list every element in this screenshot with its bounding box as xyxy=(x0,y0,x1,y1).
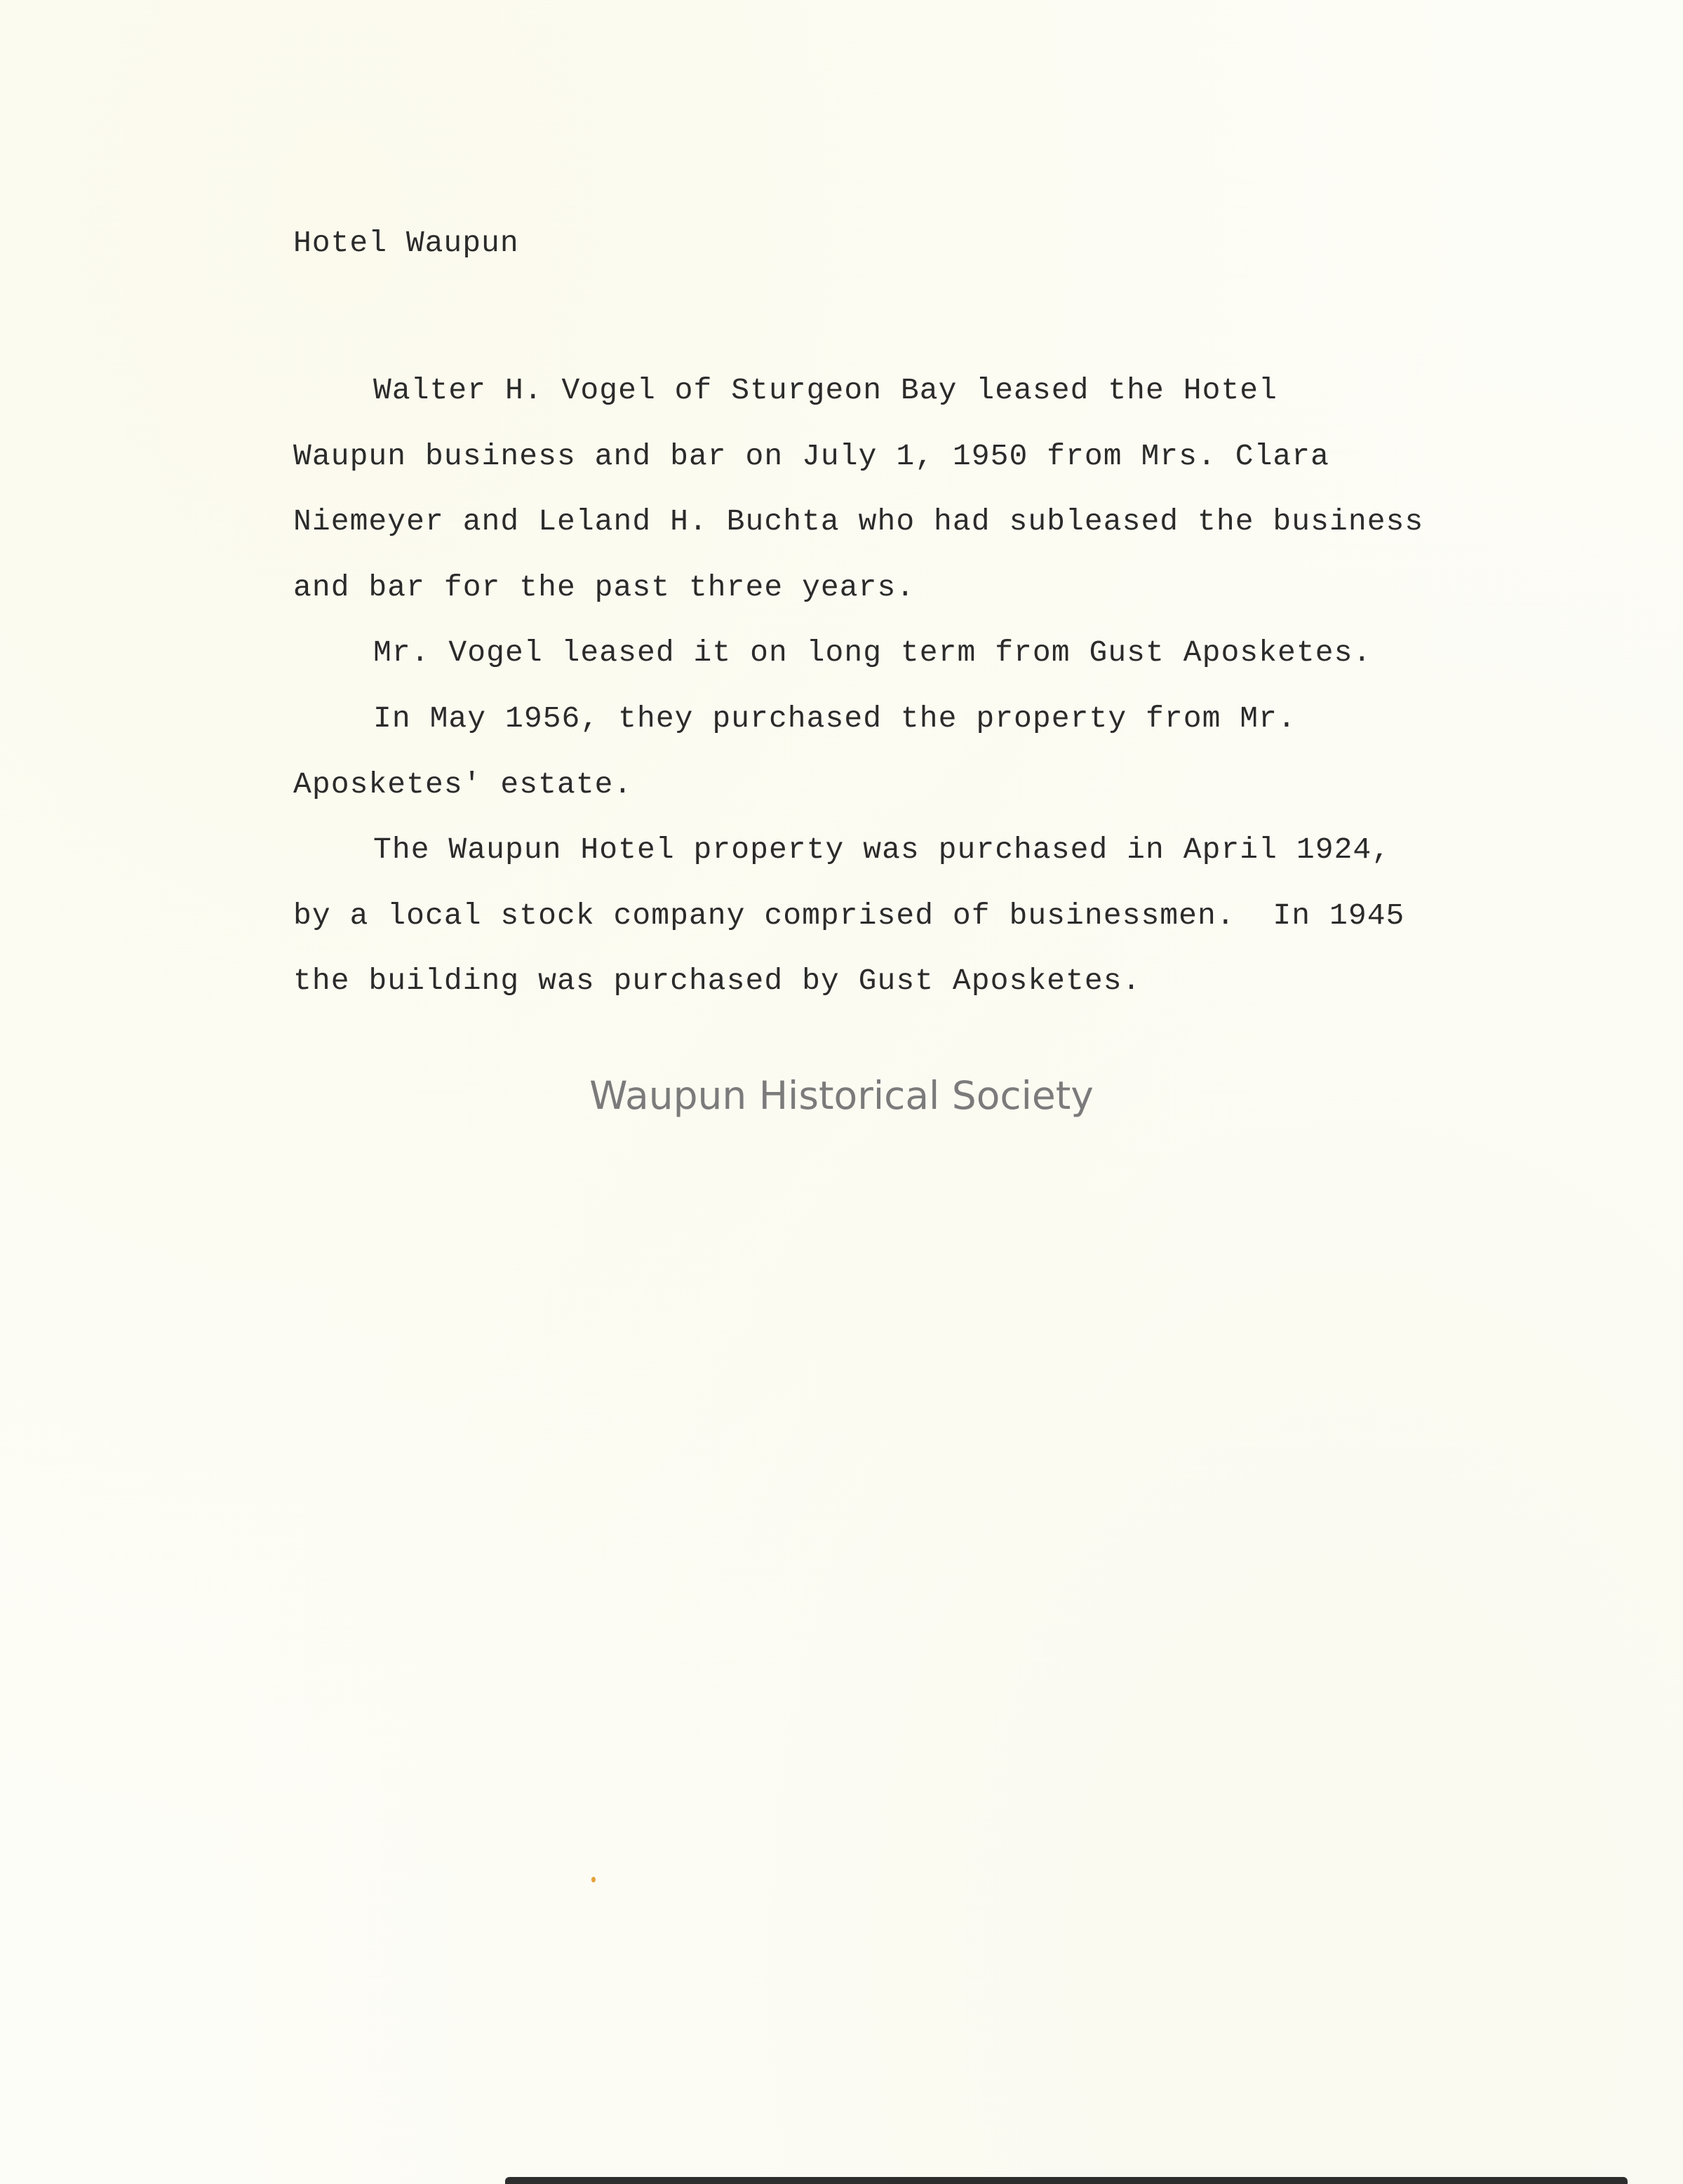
body-line: Aposketes' estate. xyxy=(293,767,633,802)
body-line: by a local stock company comprised of businessmen. In 1945 xyxy=(293,898,1405,933)
body-line: Walter H. Vogel of Sturgeon Bay leased the Hotel xyxy=(373,373,1278,407)
document-body xyxy=(293,358,1556,1014)
document-title: Hotel Waupun xyxy=(293,226,519,260)
body-line: The Waupun Hotel property was purchased in April 1924, xyxy=(373,833,1391,868)
body-line: In May 1956, they purchased the property from Mr. xyxy=(373,701,1296,736)
body-line: Niemeyer and Leland H. Buchta who had subleased the business xyxy=(293,504,1424,539)
body-line: Mr. Vogel leased it on long term from Gust Aposketes. xyxy=(373,635,1372,670)
paper-speck xyxy=(591,1877,596,1882)
watermark-text: Waupun Historical Society xyxy=(589,1073,1094,1118)
body-line: the building was purchased by Gust Aposketes. xyxy=(293,964,1141,999)
scan-edge-shadow xyxy=(505,2177,1628,2184)
body-line: and bar for the past three years. xyxy=(293,569,916,605)
body-line: Waupun business and bar on July 1, 1950 from Mrs. Clara xyxy=(293,438,1329,473)
